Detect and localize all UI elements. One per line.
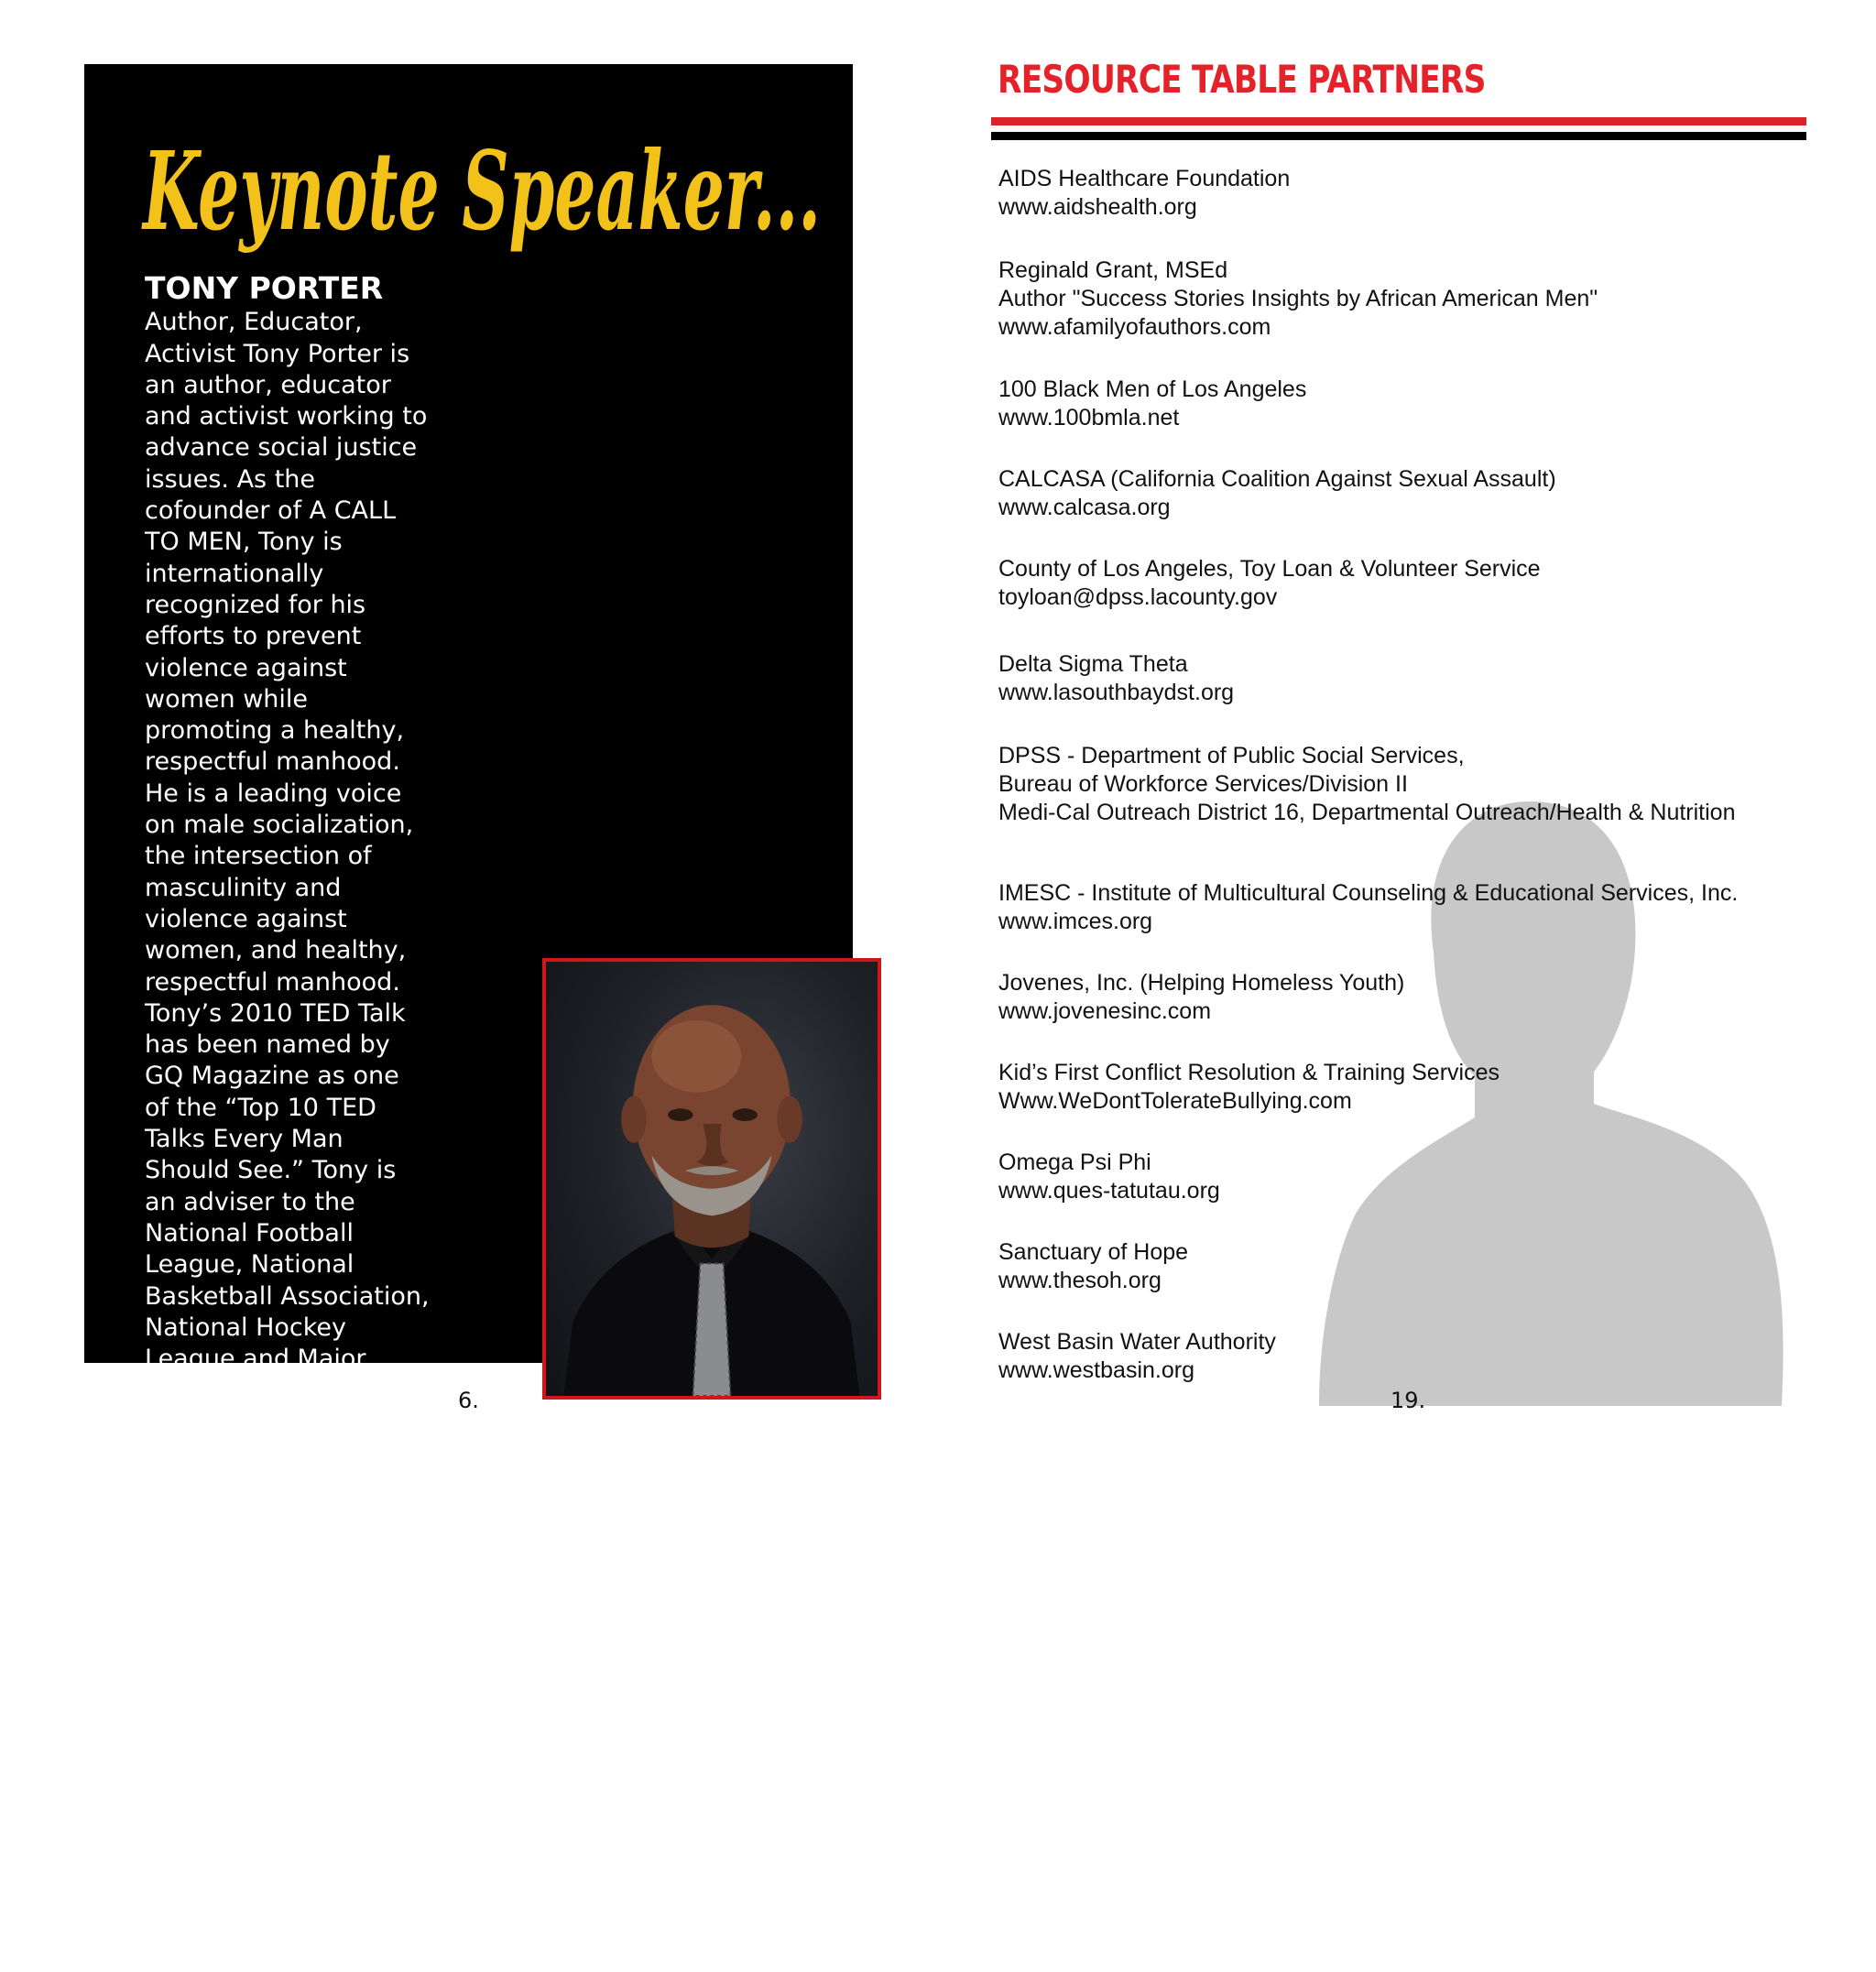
partner-name: AIDS Healthcare Foundation [998, 166, 1291, 191]
partner-detail: www.jovenesinc.com [998, 998, 1212, 1024]
partner-item [998, 969, 1404, 1026]
partner-detail: Bureau of Workforce Services/Division II [998, 771, 1408, 797]
partner-item [998, 165, 1290, 222]
partner-detail: www.100bmla.net [998, 405, 1180, 430]
partner-item [998, 650, 1234, 707]
partner-item [998, 1238, 1188, 1295]
speaker-bio-text: Author, Educator, Activist Tony Porter is an author, educator and activist working to advance social justice issues. As the cofounder of A CALL TO MEN, Tony is internationally recognized for his efforts to prevent violence against women while promoting a healthy, respectful manhood. He is a leading voice on male socialization, the intersection of masculinity and violence against women, and healthy, respectful manhood. Tony’s 2010 TED Talk has been named by GQ Magazine as one of the “Top 10 TED Talks Every Man Should See.” Tony is an adviser to the National Football League, National Basketball Association, National Hockey League and Major League Baseball, providing policy consultation, working extensively with player engagement, and facilitating violence prevention and healthy manhood training. He is an international lecturer for the U.S. State Department, having extensive global experience to include Brazil, the UK, India and Africa, and has been a guest presenter to the United Nations Commission on the Status of Women. Tony has worked with the United States Military Academy at West Point and the United States Naval Academy at Annapolis. He is sought after for his in-depth understanding of the collective socialization of men, and has served as a script consultant for the Emmy Award-winning television series “Law & Order: Special Victims Unit.” Tony is the author of “Breaking Out of the Man Box” and the visionary for “NFL Dads: Dedicated to Daughters.” [145, 308, 823, 1970]
partner-name: Reginald Grant, MSEd [998, 257, 1228, 283]
partner-name: IMESC - Institute of Multicultural Counseling & Educational Services, Inc. [998, 880, 1739, 906]
partner-name: 100 Black Men of Los Angeles [998, 376, 1307, 402]
right-page-number: 19. [1391, 1388, 1426, 1413]
partner-name: Kid’s First Conflict Resolution & Training Services [998, 1060, 1500, 1085]
partner-name: County of Los Angeles, Toy Loan & Volunteer Service [998, 556, 1541, 582]
partner-item [998, 1149, 1220, 1205]
speaker-photo [542, 958, 881, 1400]
partner-item [998, 879, 1738, 936]
partner-name: West Basin Water Authority [998, 1329, 1276, 1355]
page-title: RESOURCE TABLE PARTNERS [998, 57, 1486, 102]
partner-detail: toyloan@dpss.lacounty.gov [998, 584, 1278, 610]
keynote-heading-text: Keynote Speaker... [141, 127, 822, 255]
partner-name: Omega Psi Phi [998, 1149, 1151, 1175]
partner-detail: www.aidshealth.org [998, 194, 1197, 220]
partner-item [998, 1328, 1276, 1385]
partner-detail: Author "Success Stories Insights by African American Men" [998, 286, 1598, 311]
speaker-name: TONY PORTER [145, 270, 384, 306]
partner-name: CALCASA (California Coalition Against Sexual Assault) [998, 466, 1556, 492]
partner-name: Delta Sigma Theta [998, 651, 1188, 677]
title-rule-red [991, 117, 1806, 125]
title-rule-black [991, 132, 1806, 140]
partner-detail: Medi-Cal Outreach District 16, Departmental Outreach/Health & Nutrition [998, 800, 1736, 825]
partner-name: Sanctuary of Hope [998, 1239, 1189, 1265]
partner-name: DPSS - Department of Public Social Services, [998, 743, 1465, 768]
partner-detail: www.ques-tatutau.org [998, 1178, 1220, 1204]
partner-item [998, 256, 1598, 342]
partner-detail: www.westbasin.org [998, 1357, 1194, 1383]
left-page-number: 6. [458, 1388, 479, 1413]
partner-detail: Www.WeDontTolerateBullying.com [998, 1088, 1352, 1114]
partner-detail: www.afamilyofauthors.com [998, 314, 1271, 340]
partner-item [998, 1059, 1500, 1116]
partner-detail: www.lasouthbaydst.org [998, 680, 1235, 705]
partner-detail: www.thesoh.org [998, 1268, 1162, 1293]
partner-item [998, 465, 1556, 522]
partner-item [998, 742, 1736, 827]
partner-item [998, 555, 1541, 612]
keynote-heading [137, 101, 834, 275]
partner-name: Jovenes, Inc. (Helping Homeless Youth) [998, 970, 1405, 996]
partner-item [998, 376, 1306, 432]
partner-detail: www.imces.org [998, 909, 1153, 934]
partner-detail: www.calcasa.org [998, 495, 1171, 520]
